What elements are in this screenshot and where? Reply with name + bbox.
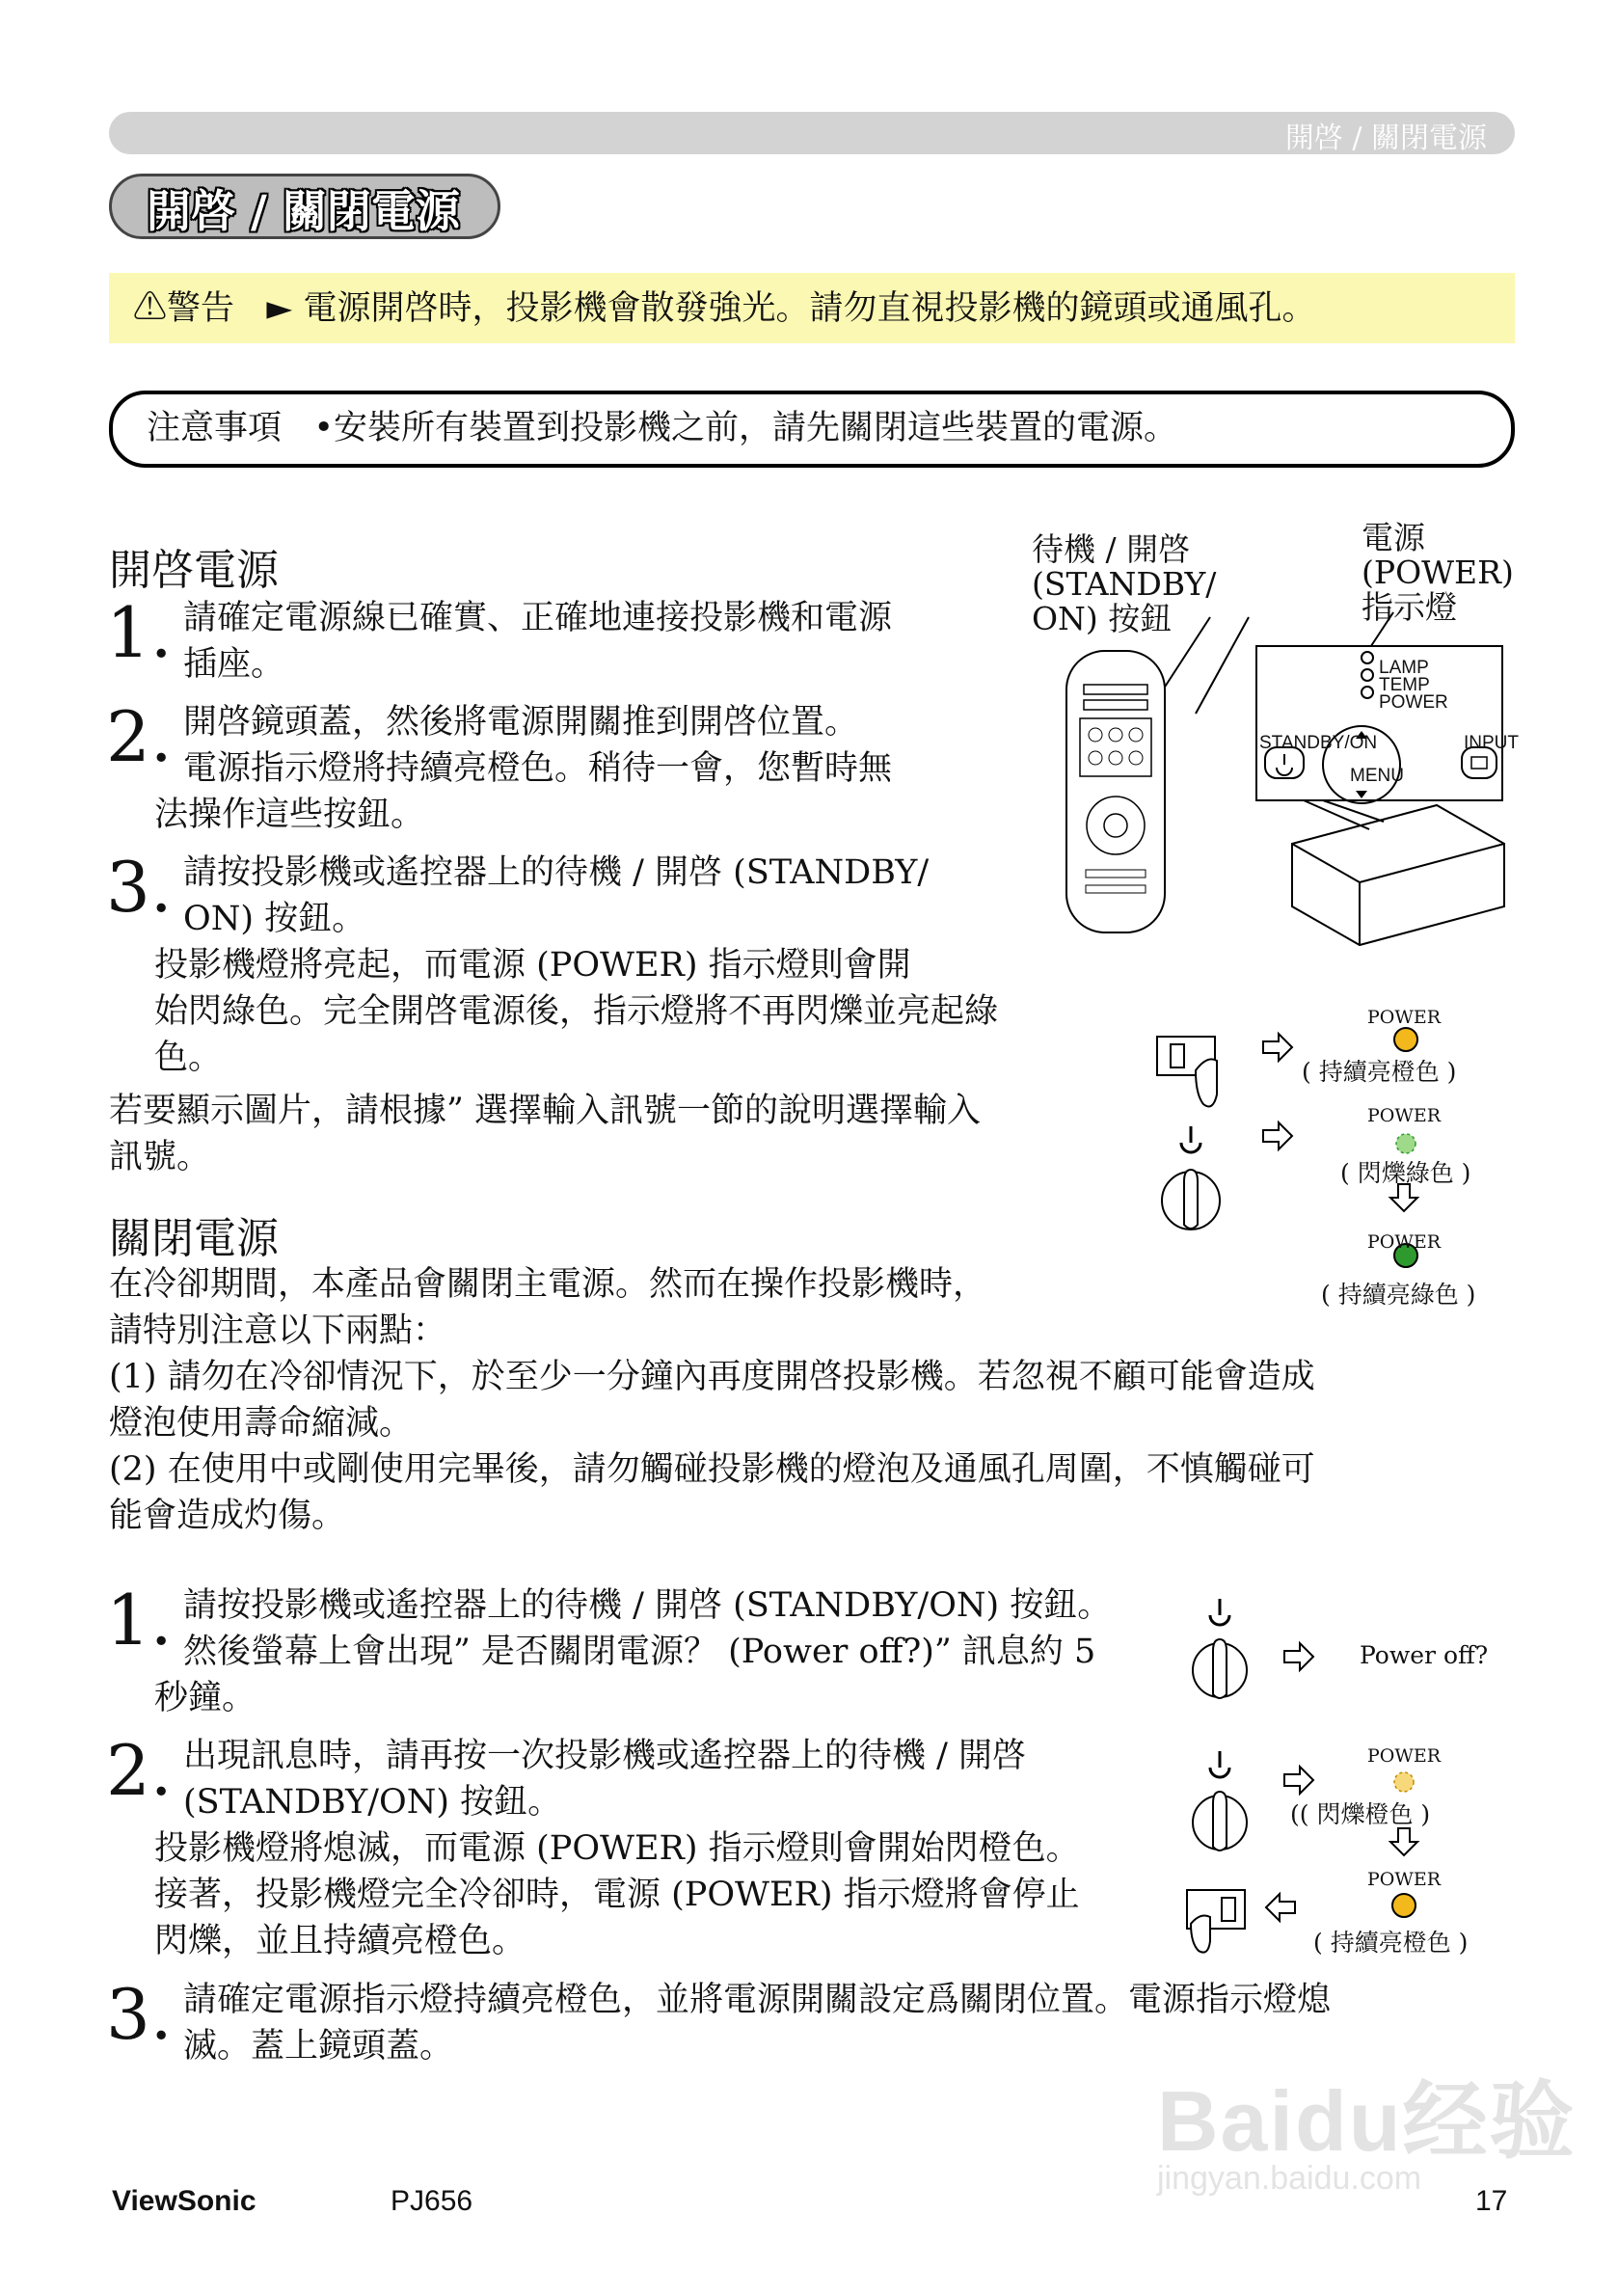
step-text: 開啓鏡頭蓋，然後將電源開關推到開啓位置。 電源指示燈將持續亮橙色。稍待一會，您暫時無 法操作這些按鈕。 xyxy=(154,703,893,834)
status-blink-orange: (( 閃爍橙色 ) xyxy=(1290,1800,1431,1828)
step-number: 2. xyxy=(106,1730,173,1811)
power-on-heading: 開啓電源 xyxy=(109,546,279,595)
watermark-url: jingyan.baidu.com xyxy=(1157,2160,1422,2197)
switch-off-icon xyxy=(1181,1880,1326,1958)
status-steady-orange: ( 持續亮橙色 ) xyxy=(1313,1929,1469,1957)
footer-brand: ViewSonic xyxy=(112,2185,256,2217)
power-off-heading: 關閉電源 xyxy=(109,1214,279,1263)
power-indicator-label: 電源 (POWER) 指示燈 xyxy=(1362,519,1514,626)
power-text: POWER xyxy=(1367,1007,1442,1028)
running-title: 開啓 / 關閉電源 xyxy=(1284,122,1487,155)
projector-body xyxy=(1292,800,1504,945)
step-number: 1. xyxy=(106,1580,173,1661)
power-text: POWER xyxy=(1367,1231,1442,1253)
remote-control xyxy=(1066,651,1165,932)
power-text: POWER xyxy=(1367,1745,1442,1767)
arrow-right-icon xyxy=(1282,1763,1321,1797)
warning-text: ► 電源開啓時，投影機會散發強光。請勿直視投影機的鏡頭或通風孔。 xyxy=(266,289,1316,328)
standby-button-icon xyxy=(1176,1743,1273,1859)
standby-on-label: STANDBY/ON xyxy=(1259,733,1378,753)
power-off-intro: 在冷卻期間，本產品會關閉主電源。然而在操作投影機時， 請特別注意以下兩點： (1) 請勿在冷卻情況下，於至少一分鐘內再度開啓投影機。若忽視不顧可能會造成 燈泡使用壽命縮減。 (2) 在使用中或剛使用完畢後，請勿觸碰投影機的燈泡及通風孔周圍，不慎觸碰可 能會造成灼傷。 xyxy=(109,1265,1315,1535)
temp-label: TEMP xyxy=(1379,675,1430,695)
arrow-down-icon xyxy=(1389,1826,1423,1861)
footer-model: PJ656 xyxy=(391,2185,473,2217)
page-title: 開啓 / 關閉電源 xyxy=(147,185,460,237)
input-label: INPUT xyxy=(1464,733,1519,753)
step-text: 請按投影機或遙控器上的待機 / 開啓 (STANDBY/ ON) 按鈕。 投影機燈將亮起，而電源 (POWER) 指示燈則會開 始閃綠色。完全開啓電源後，指示燈將不再閃爍並亮起綠 色。 xyxy=(154,853,999,1077)
status-blink-green: ( 閃爍綠色 ) xyxy=(1340,1159,1471,1187)
power-led-orange xyxy=(1394,1028,1417,1051)
power-led-orange xyxy=(1389,1890,1427,1929)
power-off-prompt: Power off? xyxy=(1360,1641,1489,1669)
step-number: 2. xyxy=(106,696,173,777)
menu-label: MENU xyxy=(1350,766,1404,786)
status-steady-orange: ( 持續亮橙色 ) xyxy=(1302,1058,1457,1086)
warning-label: ⚠警告 xyxy=(133,289,235,328)
caution-line xyxy=(147,401,1177,449)
arrow-right-icon xyxy=(1263,1122,1292,1149)
page-number: 17 xyxy=(1475,2185,1508,2217)
watermark-brand: Baidu经验 xyxy=(1157,2073,1577,2169)
standby-button-icon xyxy=(1162,1126,1220,1229)
step-text: 請確定電源線已確實、正確地連接投影機和電源 插座。 xyxy=(183,599,893,684)
step-number: 3. xyxy=(106,847,173,928)
power-text: POWER xyxy=(1367,1105,1442,1126)
status-steady-green: ( 持續亮綠色 ) xyxy=(1321,1281,1476,1309)
power-on-note: 若要顯示圖片，請根據” 選擇輸入訊號一節的說明選擇輸入 訊號。 xyxy=(109,1092,982,1176)
caution-text: •安裝所有裝置到投影機之前，請先關閉這些裝置的電源。 xyxy=(313,409,1178,447)
arrow-right-icon xyxy=(1282,1639,1321,1674)
caution-label: 注意事項 xyxy=(147,409,283,447)
step-number: 1. xyxy=(106,592,173,673)
arrow-right-icon xyxy=(1263,1034,1292,1061)
standby-label: 待機 / 開啓 (STANDBY/ ON) 按鈕 xyxy=(1032,530,1217,637)
power-led-blinking-green xyxy=(1396,1134,1416,1153)
power-led-label: POWER xyxy=(1379,692,1448,713)
standby-button-icon xyxy=(1176,1591,1273,1707)
power-text: POWER xyxy=(1367,1869,1442,1890)
projector-diagram xyxy=(1051,608,1514,955)
step-number: 3. xyxy=(106,1974,173,2055)
warning-line xyxy=(133,282,1315,330)
switch-icon xyxy=(1157,1037,1217,1106)
lamp-label: LAMP xyxy=(1379,658,1429,678)
step-text: 出現訊息時，請再按一次投影機或遙控器上的待機 / 開啓 (STANDBY/ON) 按鈕。 投影機燈將熄滅，而電源 (POWER) 指示燈則會開始閃橙色。 接著，投影機燈完全冷卻時，電源 (POWER) 指示燈將會停止 閃爍，並且持續亮橙色。 xyxy=(154,1737,1080,1960)
step-text: 請按投影機或遙控器上的待機 / 開啓 (STANDBY/ON) 按鈕。 然後螢幕上會出現” 是否關閉電源？ (Power off?)” 訊息約 5 秒鐘。 xyxy=(154,1586,1112,1717)
step-text: 請確定電源指示燈持續亮橙色，並將電源開關設定爲關閉位置。電源指示燈熄 滅。蓋上鏡頭蓋。 xyxy=(183,1981,1332,2066)
